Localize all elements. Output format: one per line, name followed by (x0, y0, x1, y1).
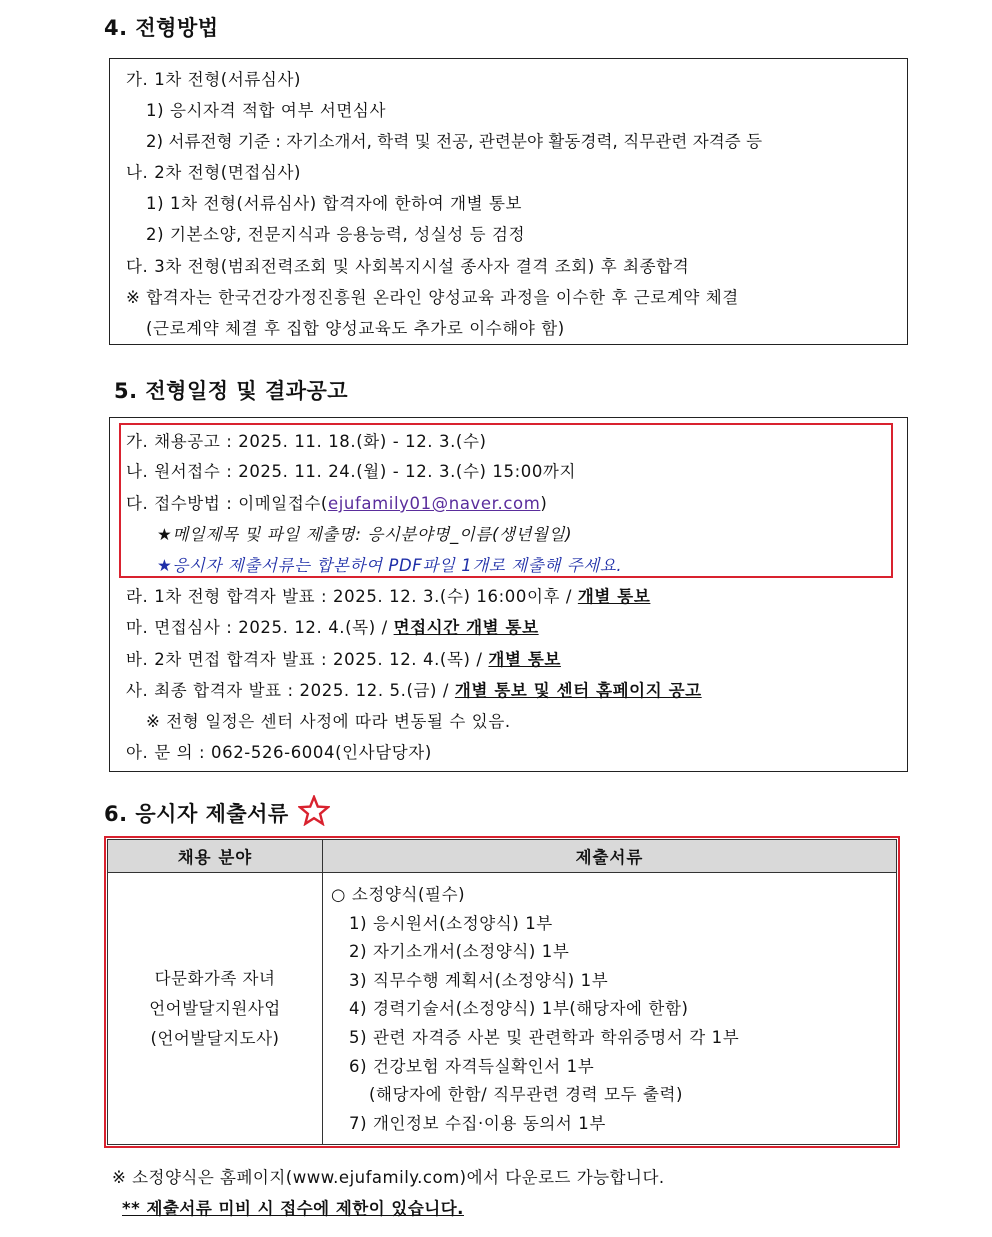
s4-line-a2: 2) 서류전형 기준 : 자기소개서, 학력 및 전공, 관련분야 활동경력, 직무관련 자격증 등 (146, 132, 763, 151)
doc-item: 7) 개인정보 수집·이용 동의서 1부 (349, 1113, 606, 1133)
table-row (108, 873, 897, 1145)
footnote-download: ※ 소정양식은 홈페이지(www.ejufamily.com)에서 다운로드 가능합니다. (112, 1168, 665, 1187)
star-outline-icon (298, 795, 330, 826)
header-field: 채용 분야 (108, 840, 323, 873)
doc-item: 4) 경력기술서(소정양식) 1부(해당자에 한함) (349, 999, 689, 1019)
s5-line-d-emph: 개별 통보 (577, 587, 651, 606)
s5-line-h: ※ 전형 일정은 센터 사정에 따라 변동될 수 있음. (146, 712, 511, 731)
s5-line-b: 나. 원서접수 : 2025. 11. 24.(월) - 12. 3.(수) 15:00까지 (126, 462, 577, 481)
doc-item: 6) 건강보험 자격득실확인서 1부 (349, 1056, 595, 1076)
docs-title: ○ 소정양식(필수) (331, 885, 466, 904)
s4-line-note2: (근로계약 체결 후 집합 양성교육도 추가로 이수해야 함) (146, 319, 565, 338)
section5-title: 5. 전형일정 및 결과공고 (114, 379, 349, 403)
header-docs: 제출서류 (323, 840, 897, 873)
s5-line-g-prefix: 사. 최종 합격자 발표 : 2025. 12. 5.(금) / (126, 681, 455, 700)
s5-line-d (126, 583, 650, 607)
section6-title: 6. 응시자 제출서류 (104, 802, 289, 826)
s5-line-g-emph: 개별 통보 및 센터 홈페이지 공고 (454, 681, 702, 700)
field-line: 다문화가족 자녀 (154, 968, 276, 988)
doc-item: 5) 관련 자격증 사본 및 관련학과 학위증명서 각 1부 (349, 1027, 740, 1047)
field-line: 언어발달지원사업 (149, 998, 281, 1018)
field-cell (108, 873, 323, 1145)
s5-line-e-emph: 면접시간 개별 통보 (393, 618, 539, 637)
s5-line-a: 가. 채용공고 : 2025. 11. 18.(화) - 12. 3.(수) (126, 432, 487, 451)
s5-line-i: 아. 문 의 : 062-526-6004(인사담당자) (126, 743, 432, 762)
s5-line-e-prefix: 마. 면접심사 : 2025. 12. 4.(목) / (126, 618, 394, 637)
table-header-row (108, 840, 897, 873)
s4-line-c: 다. 3차 전형(범죄전력조회 및 사회복지시설 종사자 결격 조회) 후 최종합격 (126, 257, 690, 276)
s5-line-e (126, 614, 539, 638)
doc-item-note: (해당자에 한함/ 직무관련 경력 모두 출력) (369, 1085, 684, 1105)
s5-note-filename: ★메일제목 및 파일 제출명: 응시분야명_이름(생년월일) (157, 525, 573, 544)
s5-note-pdf: ★응시자 제출서류는 합본하여 PDF파일 1개로 제출해 주세요. (157, 556, 623, 575)
s5-line-f-prefix: 바. 2차 면접 합격자 발표 : 2025. 12. 4.(목) / (126, 650, 489, 669)
section4-title: 4. 전형방법 (104, 16, 219, 40)
s5-line-c-suffix: ) (540, 494, 548, 513)
docs-cell (323, 873, 897, 1145)
doc-item: 2) 자기소개서(소정양식) 1부 (349, 942, 570, 962)
footnote-warning: ** 제출서류 미비 시 접수에 제한이 있습니다. (122, 1199, 464, 1218)
s4-line-a1: 1) 응시자격 적합 여부 서면심사 (146, 101, 386, 120)
s4-line-a: 가. 1차 전형(서류심사) (126, 70, 302, 89)
s4-line-note: ※ 합격자는 한국건강가정진흥원 온라인 양성교육 과정을 이수한 후 근로계약 체결 (126, 288, 739, 307)
s5-line-f (126, 646, 561, 670)
email-link[interactable]: ejufamily01@naver.com (327, 494, 541, 513)
s4-line-b: 나. 2차 전형(면접심사) (126, 163, 302, 182)
s4-line-b2: 2) 기본소양, 전문지식과 응용능력, 성실성 등 검정 (146, 225, 526, 244)
s5-line-g (126, 677, 702, 701)
s5-line-f-emph: 개별 통보 (488, 650, 561, 669)
doc-item: 3) 직무수행 계획서(소정양식) 1부 (349, 970, 609, 990)
s5-line-c (126, 490, 547, 514)
documents-table (107, 839, 897, 1145)
field-line: (언어발달지도사) (150, 1028, 280, 1048)
doc-item: 1) 응시원서(소정양식) 1부 (349, 913, 553, 933)
s4-line-b1: 1) 1차 전형(서류심사) 합격자에 한하여 개별 통보 (146, 194, 523, 213)
s5-line-c-prefix: 다. 접수방법 : 이메일접수( (126, 494, 328, 513)
s5-line-d-prefix: 라. 1차 전형 합격자 발표 : 2025. 12. 3.(수) 16:00이후 / (126, 587, 578, 606)
